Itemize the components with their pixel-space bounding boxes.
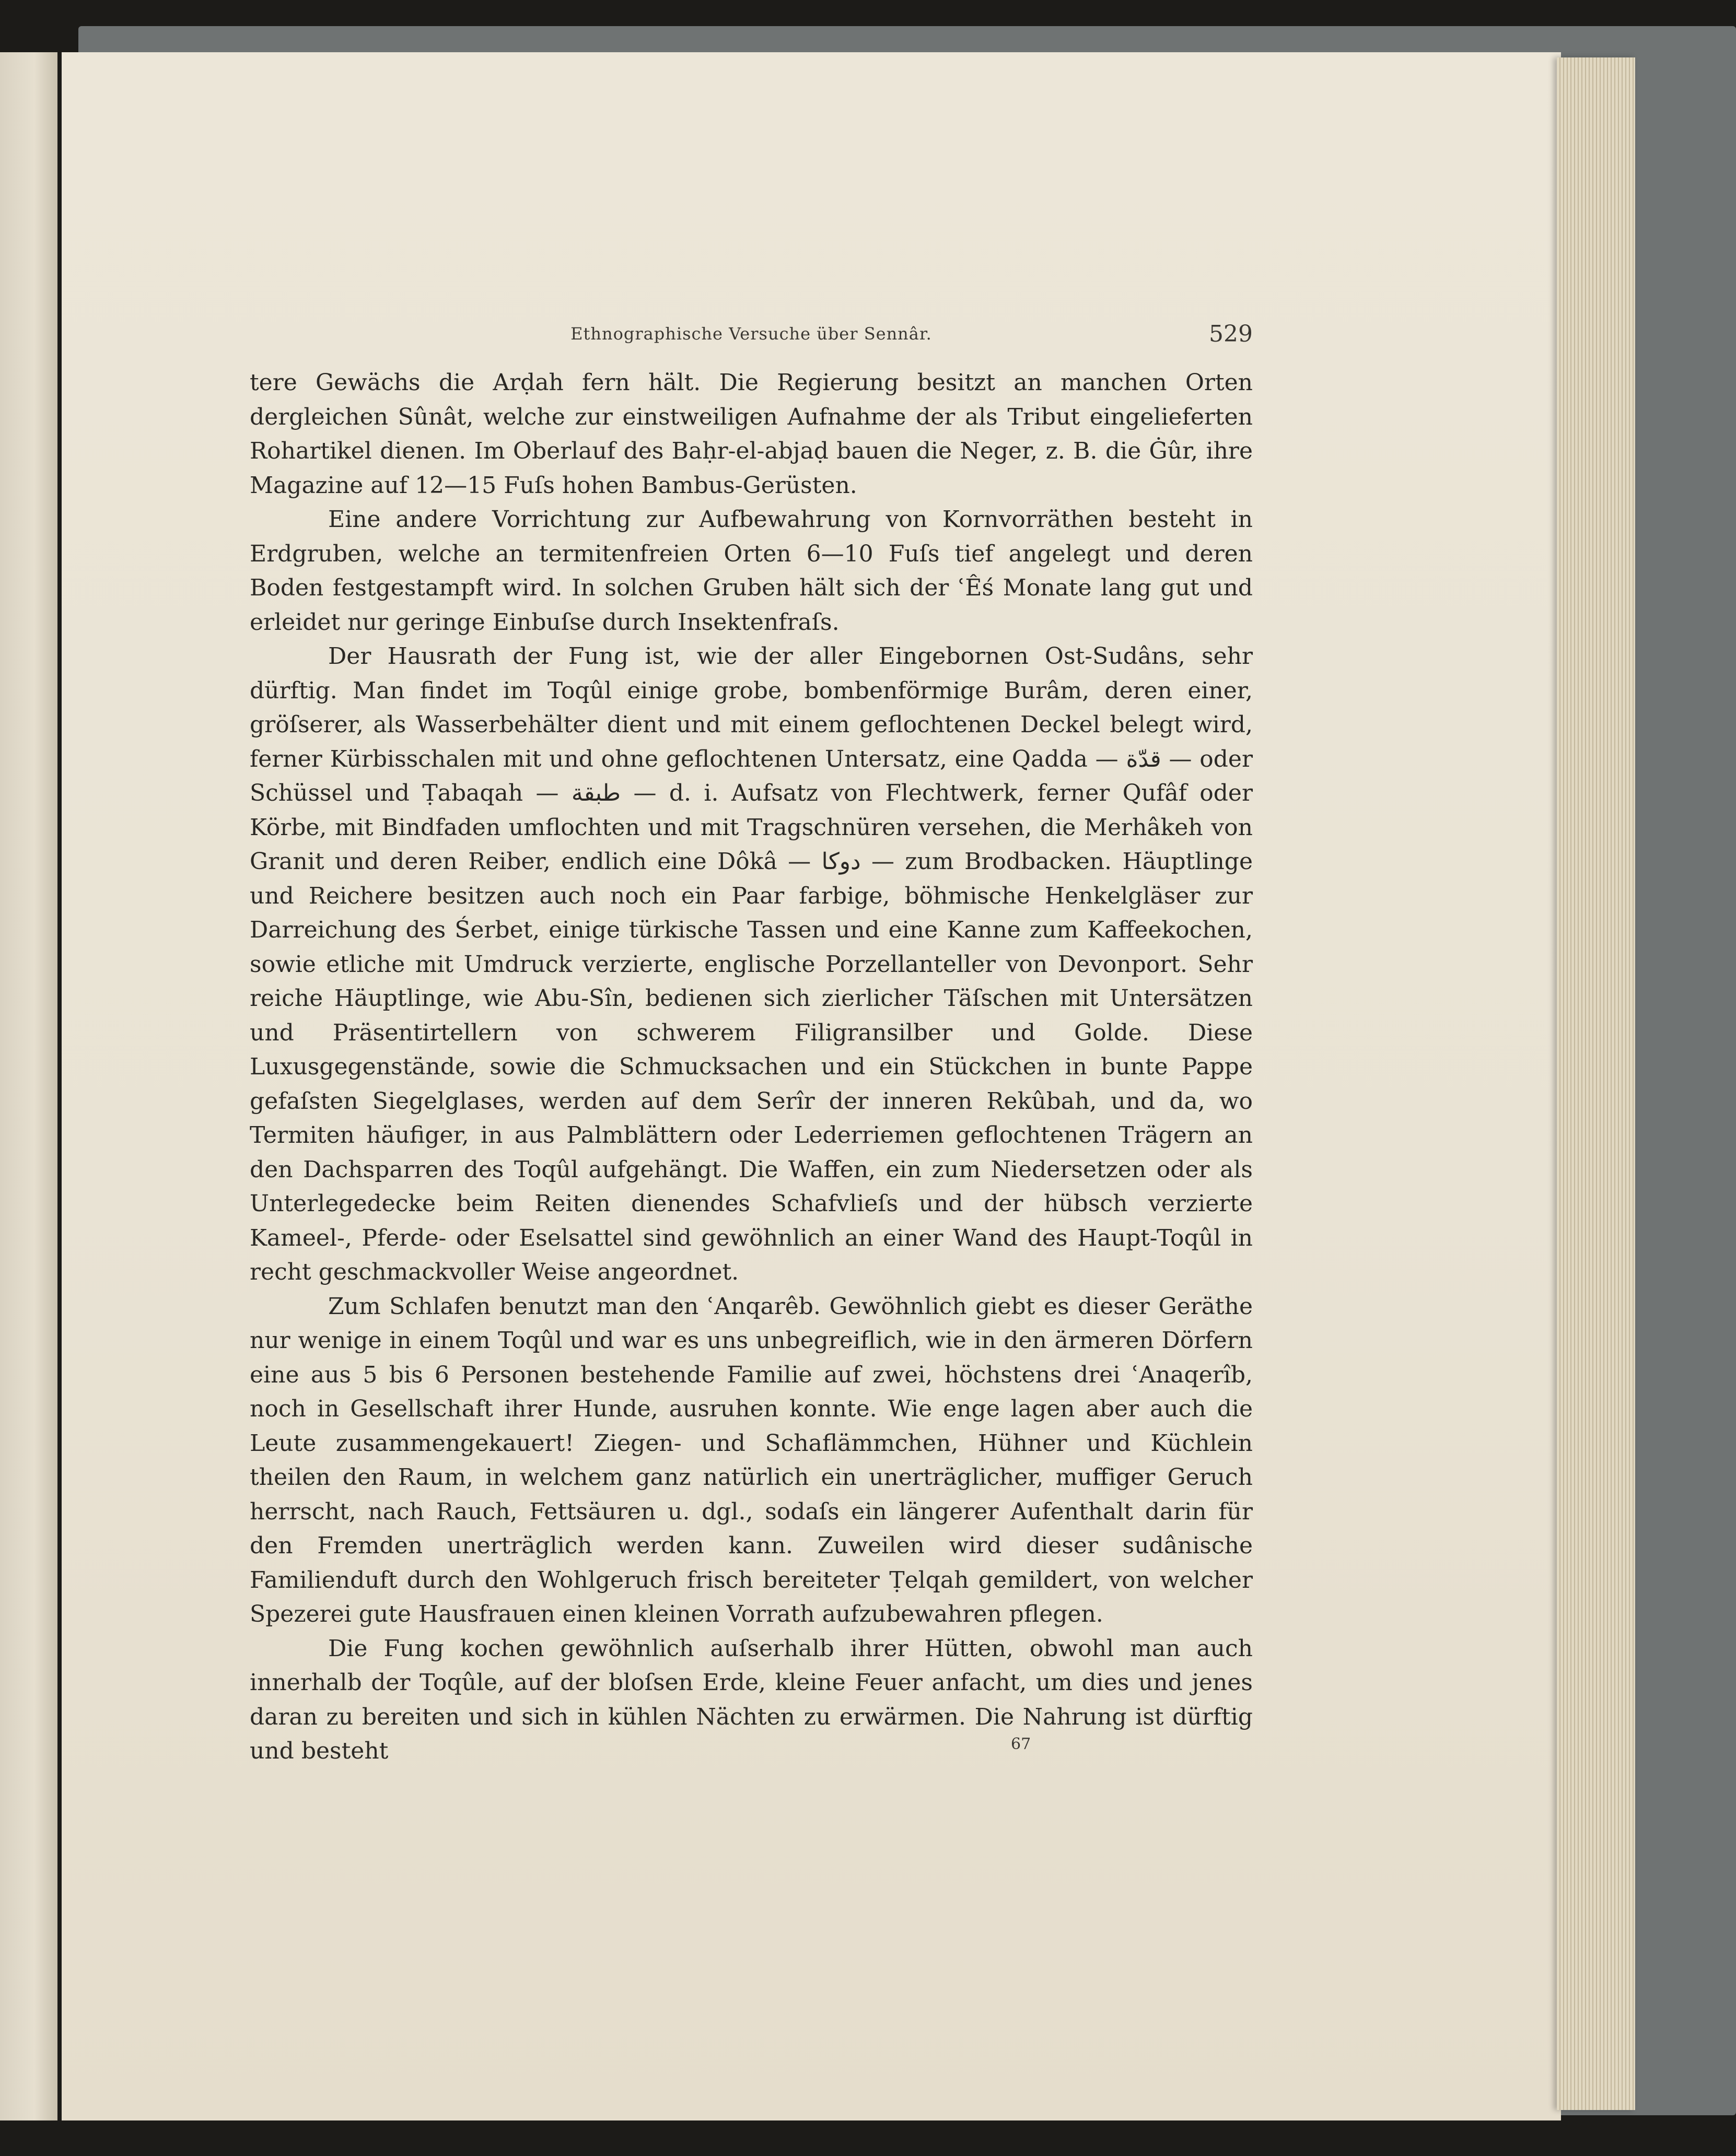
previous-page-edge [0, 52, 57, 2120]
running-title: Ethnographische Versuche über Sennâr. [570, 324, 932, 344]
page-header [250, 313, 1253, 366]
paragraph-1: tere Gewächs die Arḍah fern hält. Die Regierung besitzt an manchen Orten dergleichen Sûnât, welche zur einstweiligen Aufnahme der als Tribut eingelieferten Rohartikel dienen. Im Oberlauf des Baḥr-el-abjaḍ bauen die Neger, z. B. die Ġûr, ihre Magazine auf 12—15 Fuſs hohen Bambus-Gerüsten. [250, 369, 1253, 499]
page-number: 529 [1209, 321, 1253, 347]
paragraph-3: Der Hausrath der Fung ist, wie der aller Eingebornen Ost-Sudâns, sehr dürftig. Man findet im Toqûl einige grobe, bombenförmige Burâm, deren einer, gröſserer, als Wasserbehälter dient und mit einem geflochtenen Deckel belegt wird, ferner Kürbisschalen mit und ohne geflochtenen Untersatz, eine Qadda — قدّة — oder Schüssel und Ṭabaqah — طبقة — d. i. Aufsatz von Flechtwerk, ferner Qufâf oder Körbe, mit Bindfaden umflochten und mit Tragschnüren versehen, die Merhâkeh von Granit und deren Reiber, endlich eine Dôkâ — دوكا — zum Brodbacken. Häuptlinge und Reichere besitzen auch noch ein Paar farbige, böhmische Henkelgläser zur Darreichung des Śerbet, einige türkische Tassen und eine Kanne zum Kaffeekochen, sowie etliche mit Umdruck verzierte, englische Porzellanteller von Devonport. Sehr reiche Häuptlinge, wie Abu-Sîn, bedienen sich zierlicher Täſschen mit Untersätzen und Präsentirtellern von schwerem Filigransilber und Golde. Diese Luxusgegenstände, sowie die Schmucksachen und ein Stückchen in bunte Pappe gefaſsten Siegelglases, werden auf dem Serîr der inneren Rekûbah, und da, wo Termiten häufiger, in aus Palmblättern oder Lederriemen geflochtenen Trägern an den Dachsparren des Toqûl aufgehängt. Die Waffen, ein zum Niedersetzen oder als Unterlegedecke beim Reiten dienendes Schafvlieſs und der hübsch verzierte Kameel-, Pferde- oder Eselsattel sind gewöhnlich an einer Wand des Haupt-Toqûl in recht geschmackvoller Weise angeordnet. [250, 643, 1253, 1285]
paragraph-5: Die Fung kochen gewöhnlich auſserhalb ihrer Hütten, obwohl man auch innerhalb der Toqûle, auf der bloſsen Erde, kleine Feuer anfacht, um dies und jenes daran zu bereiten und sich in kühlen Nächten zu erwärmen. Die Nahrung ist dürftig und besteht [250, 1635, 1253, 1764]
paragraph-4: Zum Schlafen benutzt man den ʿAnqarêb. Gewöhnlich giebt es dieser Geräthe nur wenige in einem Toqûl und war es uns unbegreiflich, wie in den ärmeren Dörfern eine aus 5 bis 6 Personen bestehende Familie auf zwei, höchstens drei ʿAnaqerîb, noch in Gesellschaft ihrer Hunde, ausruhen konnte. Wie enge lagen aber auch die Leute zusammengekauert! Ziegen- und Schaflämmchen, Hühner und Küchlein theilen den Raum, in welchem ganz natürlich ein unerträglicher, muffiger Geruch herrscht, nach Rauch, Fettsäuren u. dgl., sodaſs ein längerer Aufenthalt darin für den Fremden unerträglich werden kann. Zuweilen wird dieser sudânische Familienduft durch den Wohlgeruch frisch bereiteter Ṭelqah gemildert, von welcher Spezerei gute Hausfrauen einen kleinen Vorrath aufzubewahren pflegen. [250, 1293, 1253, 1627]
signature-mark: 67 [1011, 1735, 1031, 1753]
paragraph-2: Eine andere Vorrichtung zur Aufbewahrung von Kornvorräthen besteht in Erdgruben, welche an termitenfreien Orten 6—10 Fuſs tief angelegt und deren Boden festgestampft wird. In solchen Gruben hält sich der ʿÊś Monate lang gut und erleidet nur geringe Einbuſse durch Insektenfraſs. [250, 506, 1253, 636]
page-edges [1557, 57, 1635, 2110]
text-block [250, 313, 1253, 1768]
